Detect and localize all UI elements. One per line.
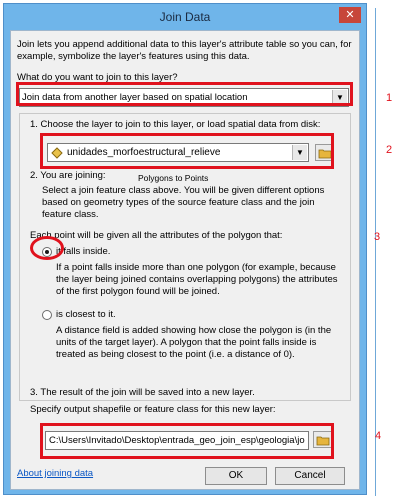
close-button[interactable]: ✕	[339, 7, 361, 23]
annotation-label-2: 2	[386, 144, 393, 156]
annotation-circle-3	[30, 236, 64, 260]
step2-help: Select a join feature class above. You will be given different options based on geometry types of the source feature class and the join feature class.	[42, 185, 325, 220]
layer-value: unidades_morfoestructural_relieve	[67, 147, 221, 158]
annotation-box-1	[16, 82, 353, 106]
annotation-box-2	[40, 133, 334, 169]
step1-label: 1. Choose the layer to join to this layer, or load spatial data from disk:	[30, 119, 321, 130]
annotation-box-4	[40, 423, 334, 459]
step2-label: 2. You are joining:	[30, 170, 106, 181]
attributes-text: Each point will be given all the attributes of the polygon that:	[30, 230, 283, 241]
question-label: What do you want to join to this layer?	[17, 72, 178, 83]
title-bar[interactable]	[4, 4, 366, 30]
chevron-down-icon[interactable]: ▼	[332, 90, 347, 105]
chevron-down-icon[interactable]: ▼	[292, 145, 307, 160]
join-type-value: Join data from another layer based on spatial location	[22, 92, 248, 103]
intro-text: Join lets you append additional data to this layer's attribute table so you can, for example, symbolize the layer's features using this data.	[17, 39, 352, 62]
annotation-label-3: 3	[374, 231, 381, 243]
option1-description: If a point falls inside more than one polygon (for example, because the layer being joined contains overlapping polygons) the attributes of the first polygon found will be joined.	[56, 262, 338, 297]
radio-closest[interactable]	[42, 310, 52, 320]
divider-line	[375, 8, 376, 496]
ok-button[interactable]: OK	[205, 467, 267, 485]
step3-sublabel: Specify output shapefile or feature class for this new layer:	[30, 404, 276, 415]
dialog-title: Join Data	[159, 10, 211, 24]
option2-description: A distance field is added showing how close the polygon is (in the units of the target layer). A polygon that the point falls inside is treated as being closest to the point (i.e. a distance of 0).	[56, 325, 332, 360]
output-path-value: C:\Users\Invitado\Desktop\entrada_geo_join_esp\geologia\jo	[49, 435, 305, 446]
option2-label[interactable]: is closest to it.	[56, 309, 116, 320]
option1-label[interactable]: it falls inside.	[56, 246, 111, 257]
join-kind: Polygons to Points	[138, 173, 209, 183]
annotation-label-4: 4	[375, 430, 382, 442]
annotation-label-1: 1	[386, 92, 393, 104]
step3-label: 3. The result of the join will be saved into a new layer.	[30, 387, 255, 398]
cancel-button[interactable]: Cancel	[275, 467, 345, 485]
about-joining-link[interactable]: About joining data	[17, 468, 94, 479]
